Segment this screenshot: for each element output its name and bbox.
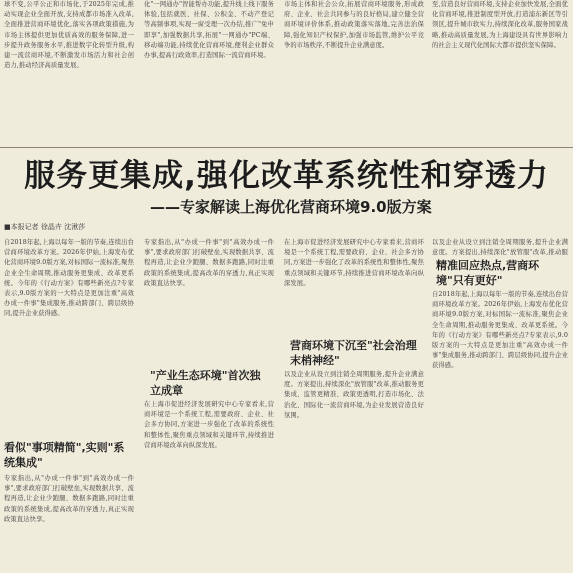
byline: ■本报记者 徐晶卉 沈湫莎 bbox=[4, 223, 86, 231]
lower-column-2b: 在上海市促进经济发展研究中心专家看来,营商环境是一个系统工程,需要政府、企业、社会多方协同,方案进一步强化了改革的系统性和整体性,聚焦重点领域和关键环节,持续推进营商环境改革向纵深发展。 bbox=[144, 401, 274, 449]
lower-column-4b: 自2018年起,上海以每年一版的节奏,连续出台营商环境改革方案。2026年伊始,上海发布优化营商环境9.0版方案,对标国际一流标准,聚焦企业全生命周期,推动服务更集成、改革更系统。今年的《行动方案》有哪些新亮点?专家表示,9.0版方案的一大特点是更加注重"高效办成一件事"集成服务,推动跨部门、跨层级协同,提升企业获得感。 bbox=[432, 291, 568, 370]
top-divider bbox=[0, 147, 573, 148]
subhead: ——专家解读上海优化营商环境9.0版方案 bbox=[150, 198, 432, 216]
section-head-1: 看似"事项精简",实则"系统集成" bbox=[4, 441, 125, 469]
lower-column-2: 专家指出,从"办成一件事"到"高效办成一件事",要求政府部门打破壁垒,实现数据共享、流程再造,让企业少跑腿、数据多跑路,同时注重政策的系统集成,提高改革的穿透力,真正实现政策直达快享。 bbox=[144, 239, 274, 287]
section-head-3: 营商环境下沉至"社会治理末梢神经" bbox=[290, 339, 417, 367]
lower-column-3b: 以及企业从设立到注销全周期服务,提升企业满意度。方案提出,持续深化"放管服"改革,推动服务更集成、监管更精准、政策更透明,打造市场化、法治化、国际化一流营商环境,为企业发展营造良好氛围。 bbox=[284, 371, 424, 419]
lower-column-1: 自2018年起,上海以每年一版的节奏,连续出台营商环境改革方案。2026年伊始,上海发布优化营商环境9.0版方案,对标国际一流标准,聚焦企业全生命周期,推动服务更集成、改革更系统。今年的《行动方案》有哪些新亮点?专家表示,9.0版方案的一大特点是更加注重"高效办成一件事"集成服务,推动跨部门、跨层级协同,提升企业获得感。 bbox=[4, 239, 134, 318]
top-column-4: 至,营造良好营商环境,支持企业加快发展,全面优化营商环境,推进制度型开放,打造浦东新区等引领区,提升城市软实力,持续深化改革,服务国家战略,推动高质量发展,为上海建设具有世界影响力的社会主义现代化国际大都市提供坚实保障。 bbox=[432, 1, 568, 49]
lower-column-4: 以及企业从设立到注销全周期服务,提升企业满意度。方案提出,持续深化"放管服"改革,推动服 bbox=[432, 239, 568, 256]
section-head-4: 精准回应热点,营商环境"只有更好" bbox=[436, 259, 540, 287]
section-head-2: "产业生态环境"首次独立成章 bbox=[150, 369, 261, 397]
top-column-1: 球不变,公平公正和市场化,于2025年完成,推动实现企业全面开放,支持成都市场准入改革,全面推进营商环境优化,落实各项政策措施,为市场主体提供更加优质高效的服务保障,进一步提升政务服务水平,推进数字化转型升级,构建一流营商环境,不断激发市场活力和社会创造力,推动经济高质量发展。 bbox=[4, 1, 134, 70]
top-column-3: 市场主体和社会公众,拓展营商环境服务,形成政府、企业、社会共同参与的良好格局,建立健全营商环境评价体系,推动政策落实落地,完善法治保障,强化知识产权保护,加强市场监管,维护公平竞争的市场秩序,不断提升企业满意度。 bbox=[284, 1, 424, 49]
lower-column-3: 在上海市促进经济发展研究中心专家看来,营商环境是一个系统工程,需要政府、企业、社会多方协同,方案进一步强化了改革的系统性和整体性,聚焦重点领域和关键环节,持续推进营商环境改革向纵深发展。 bbox=[284, 239, 424, 287]
headline: 服务更集成,强化改革系统性和穿透力 bbox=[24, 158, 549, 194]
top-column-2: 化"一网通办"智能帮办功能,提升线上线下服务体验,包括就医、社保、公积金、不动产登记等高频事项,实现一窗受理一次办结,推广"免申即享",加强数据共享,拓展"一网通办"PC端、移动端功能,持续优化营商环境,便利企业群众办事,提高行政效率,打造国际一流营商环境。 bbox=[144, 1, 274, 60]
lower-column-1b: 专家指出,从"办成一件事"到"高效办成一件事",要求政府部门打破壁垒,实现数据共享、流程再造,让企业少跑腿、数据多跑路,同时注重政策的系统集成,提高改革的穿透力,真正实现政策直达快享。 bbox=[4, 475, 134, 523]
